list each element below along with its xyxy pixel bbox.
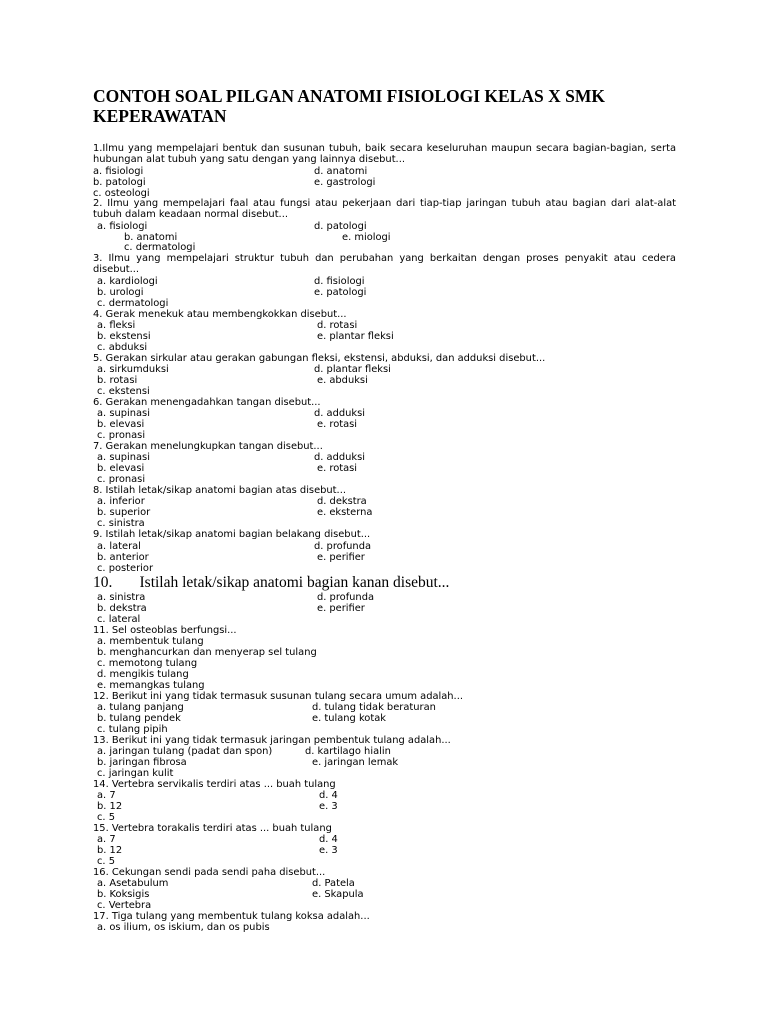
option: c. posterior [97,563,154,574]
page-title: CONTOH SOAL PILGAN ANATOMI FISIOLOGI KELAS X SMK KEPERAWATAN [93,86,605,126]
option: a. 7 [97,790,116,801]
option: e. patologi [314,287,367,298]
option: d. plantar fleksi [314,364,391,375]
option: e. miologi [342,232,391,243]
option: e. 3 [319,801,338,812]
question-7: 7. Gerakan menelungkupkan tangan disebut... [93,441,323,452]
question-14: 14. Vertebra servikalis terdiri atas ... buah tulang [93,779,336,790]
option: b. rotasi [97,375,138,386]
question-6: 6. Gerakan menengadahkan tangan disebut... [93,397,321,408]
option: c. sinistra [97,518,145,529]
option: b. 12 [97,845,123,856]
option: b. urologi [97,287,144,298]
option: c. ekstensi [97,386,150,397]
option: e. tulang kotak [312,713,386,724]
question-2: 2. Ilmu yang mempelajari faal atau fungsi atau pekerjaan dari tiap-tiap jaringan tubuh atau bagian dari alat-alat tubuh dalam keadaan normal disebut... [93,198,676,220]
question-4: 4. Gerak menekuk atau membengkokkan disebut... [93,309,347,320]
option: a. fisiologi [93,166,144,177]
option: b. jaringan fibrosa [97,757,187,768]
option: d. 4 [319,790,338,801]
question-13: 13. Berikut ini yang tidak termasuk jaringan pembentuk tulang adalah... [93,735,451,746]
option: d. rotasi [317,320,358,331]
option: c. dermatologi [124,242,196,253]
option: d. patologi [314,221,367,232]
option: b. anatomi [124,232,178,243]
option: e. eksterna [317,507,373,518]
option: b. ekstensi [97,331,151,342]
question-9: 9. Istilah letak/sikap anatomi bagian belakang disebut... [93,529,371,540]
option: b. patologi [93,177,146,188]
option: e. rotasi [317,419,358,430]
option: c. lateral [97,614,141,625]
option: a. jaringan tulang (padat dan spon) [97,746,273,757]
option: a. sinistra [97,592,146,603]
option: d. dekstra [317,496,367,507]
option: a. os ilium, os iskium, dan os pubis [97,922,270,933]
option: c. dermatologi [97,298,169,309]
option: c. jaringan kulit [97,768,174,779]
option: e. rotasi [317,463,358,474]
option: d. adduksi [314,452,365,463]
option: e. perifier [317,603,365,614]
option: e. gastrologi [314,177,376,188]
option: d. Patela [312,878,355,889]
option: d. 4 [319,834,338,845]
option: a. inferior [97,496,145,507]
option: a. fleksi [97,320,136,331]
option: c. Vertebra [97,900,152,911]
option: a. sirkumduksi [97,364,169,375]
option: e. plantar fleksi [317,331,394,342]
option: e. memangkas tulang [97,680,205,691]
option: e. perifier [317,552,365,563]
option: d. profunda [314,541,372,552]
option: d. profunda [317,592,375,603]
option: a. Asetabulum [97,878,169,889]
option: c. 5 [97,856,115,867]
option: d. adduksi [314,408,365,419]
option: c. osteologi [93,188,150,199]
question-5: 5. Gerakan sirkular atau gerakan gabungan fleksi, ekstensi, abduksi, dan adduksi disebut... [93,353,546,364]
question-1: 1.Ilmu yang mempelajari bentuk dan susunan tubuh, baik secara keseluruhan maupun secara bagian-bagian, serta hubungan alat tubuh yang satu dengan yang lainnya disebut... [93,143,676,165]
option: c. 5 [97,812,115,823]
option: c. memotong tulang [97,658,198,669]
option: a. supinasi [97,408,150,419]
option: b. elevasi [97,419,145,430]
option: e. abduksi [317,375,368,386]
question-16: 16. Cekungan sendi pada sendi paha disebut... [93,867,326,878]
question-17: 17. Tiga tulang yang membentuk tulang koksa adalah... [93,911,370,922]
option: a. membentuk tulang [97,636,204,647]
option: c. tulang pipih [97,724,168,735]
option: b. superior [97,507,151,518]
option: b. menghancurkan dan menyerap sel tulang [97,647,317,658]
option: a. fisiologi [97,221,148,232]
option: d. mengikis tulang [97,669,189,680]
option: d. tulang tidak beraturan [312,702,436,713]
question-15: 15. Vertebra torakalis terdiri atas ... buah tulang [93,823,332,834]
option: c. abduksi [97,342,148,353]
option: a. kardiologi [97,276,158,287]
option: a. lateral [97,541,141,552]
question-3: 3. Ilmu yang mempelajari struktur tubuh dan perubahan yang berkaitan dengan proses penyakit atau cedera disebut... [93,253,676,275]
option: d. anatomi [314,166,368,177]
option: d. fisiologi [314,276,365,287]
option: e. 3 [319,845,338,856]
option: a. supinasi [97,452,150,463]
option: c. pronasi [97,430,146,441]
option: e. jaringan lemak [312,757,399,768]
question-12: 12. Berikut ini yang tidak termasuk susunan tulang secara umum adalah... [93,691,463,702]
option: a. tulang panjang [97,702,184,713]
option: b. dekstra [97,603,147,614]
option: b. 12 [97,801,123,812]
question-11: 11. Sel osteoblas berfungsi... [93,625,237,636]
option: b. Koksigis [97,889,150,900]
option: b. anterior [97,552,149,563]
option: b. tulang pendek [97,713,181,724]
option: b. elevasi [97,463,145,474]
option: a. 7 [97,834,116,845]
option: e. Skapula [312,889,364,900]
question-10: 10. Istilah letak/sikap anatomi bagian kanan disebut... [93,574,450,591]
option: d. kartilago hialin [305,746,391,757]
question-8: 8. Istilah letak/sikap anatomi bagian atas disebut... [93,485,346,496]
option: c. pronasi [97,474,146,485]
